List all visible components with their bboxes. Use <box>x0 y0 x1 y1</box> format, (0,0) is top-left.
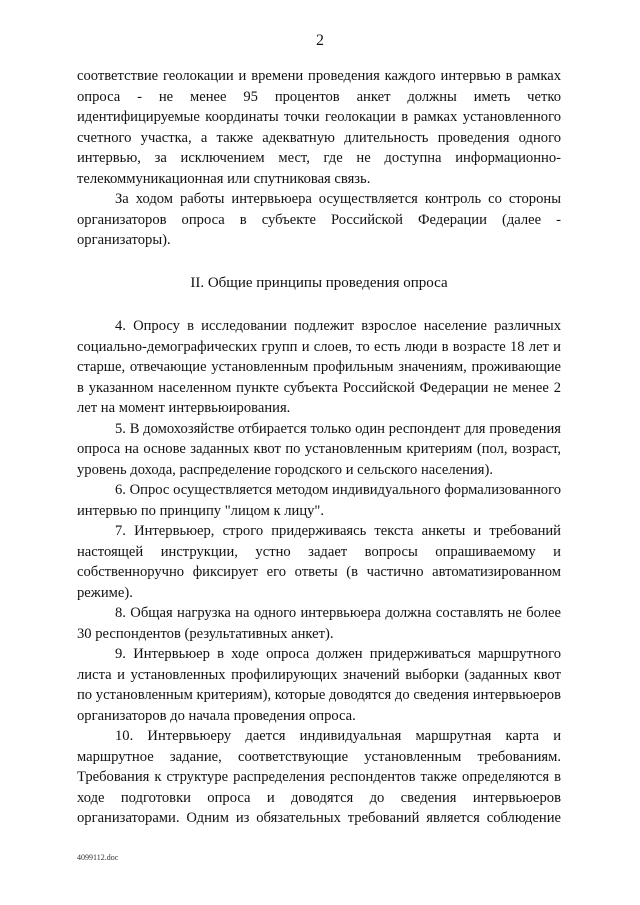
paragraph-item-9: 9. Интервьюер в ходе опроса должен придерживаться маршрутного листа и установленных профилирующих значений выборки (заданных квот по установленным критериям), которые доводятся до сведения интервьюеров организаторов до начала проведения опроса. <box>77 646 561 724</box>
document-body <box>77 66 561 829</box>
paragraph-item-4: 4. Опросу в исследовании подлежит взрослое население различных социально-демографических групп и слоев, то есть люди в возрасте 18 лет и старше, отвечающие установленным профильным значениям, проживающие в указанном населенном пункте субъекта Российской Федерации не менее 2 лет на момент интервьюирования. <box>77 318 561 416</box>
paragraph-item-7: 7. Интервьюер, строго придерживаясь текста анкеты и требований настоящей инструкции, устно задает вопросы опрашиваемому и собственноручно фиксирует его ответы (в частично автоматизированном режиме). <box>77 523 561 601</box>
paragraph-control: За ходом работы интервьюера осуществляется контроль со стороны организаторов опроса в субъекте Российской Федерации (далее - организаторы). <box>77 191 561 248</box>
paragraph-item-5: 5. В домохозяйстве отбирается только один респондент для проведения опроса на основе заданных квот по установленным критериям (пол, возраст, уровень дохода, распределение городского и сельского населения). <box>77 420 561 478</box>
paragraph-item-8: 8. Общая нагрузка на одного интервьюера должна составлять не более 30 респондентов (результативных анкет). <box>77 605 561 642</box>
section-heading: II. Общие принципы проведения опроса <box>190 274 448 291</box>
paragraph-item-6: 6. Опрос осуществляется методом индивидуального формализованного интервью по принципу "лицом к лицу". <box>77 482 561 519</box>
document-file-code: 4099112.doc <box>77 853 119 862</box>
page-number: 2 <box>316 32 324 49</box>
paragraph-continuation: соответствие геолокации и времени проведения каждого интервью в рамках опроса - не менее 95 процентов анкет должны иметь четко идентифицируемые координаты точки геолокации в рамках установленного счетного участка, а также адекватную длительность проведения одного интервью, за исключением мест, где не доступна информационно-телекоммуникационная или спутниковая связь. <box>77 68 561 187</box>
paragraph-item-10: 10. Интервьюеру дается индивидуальная маршрутная карта и маршрутное задание, соответствующие установленным требованиям. Требования к структуре распределения респондентов также определяются в ходе подготовки опроса и доводятся до сведения интервьюеров организаторами. Одним из обязательных требований является соблюдение <box>77 728 561 826</box>
